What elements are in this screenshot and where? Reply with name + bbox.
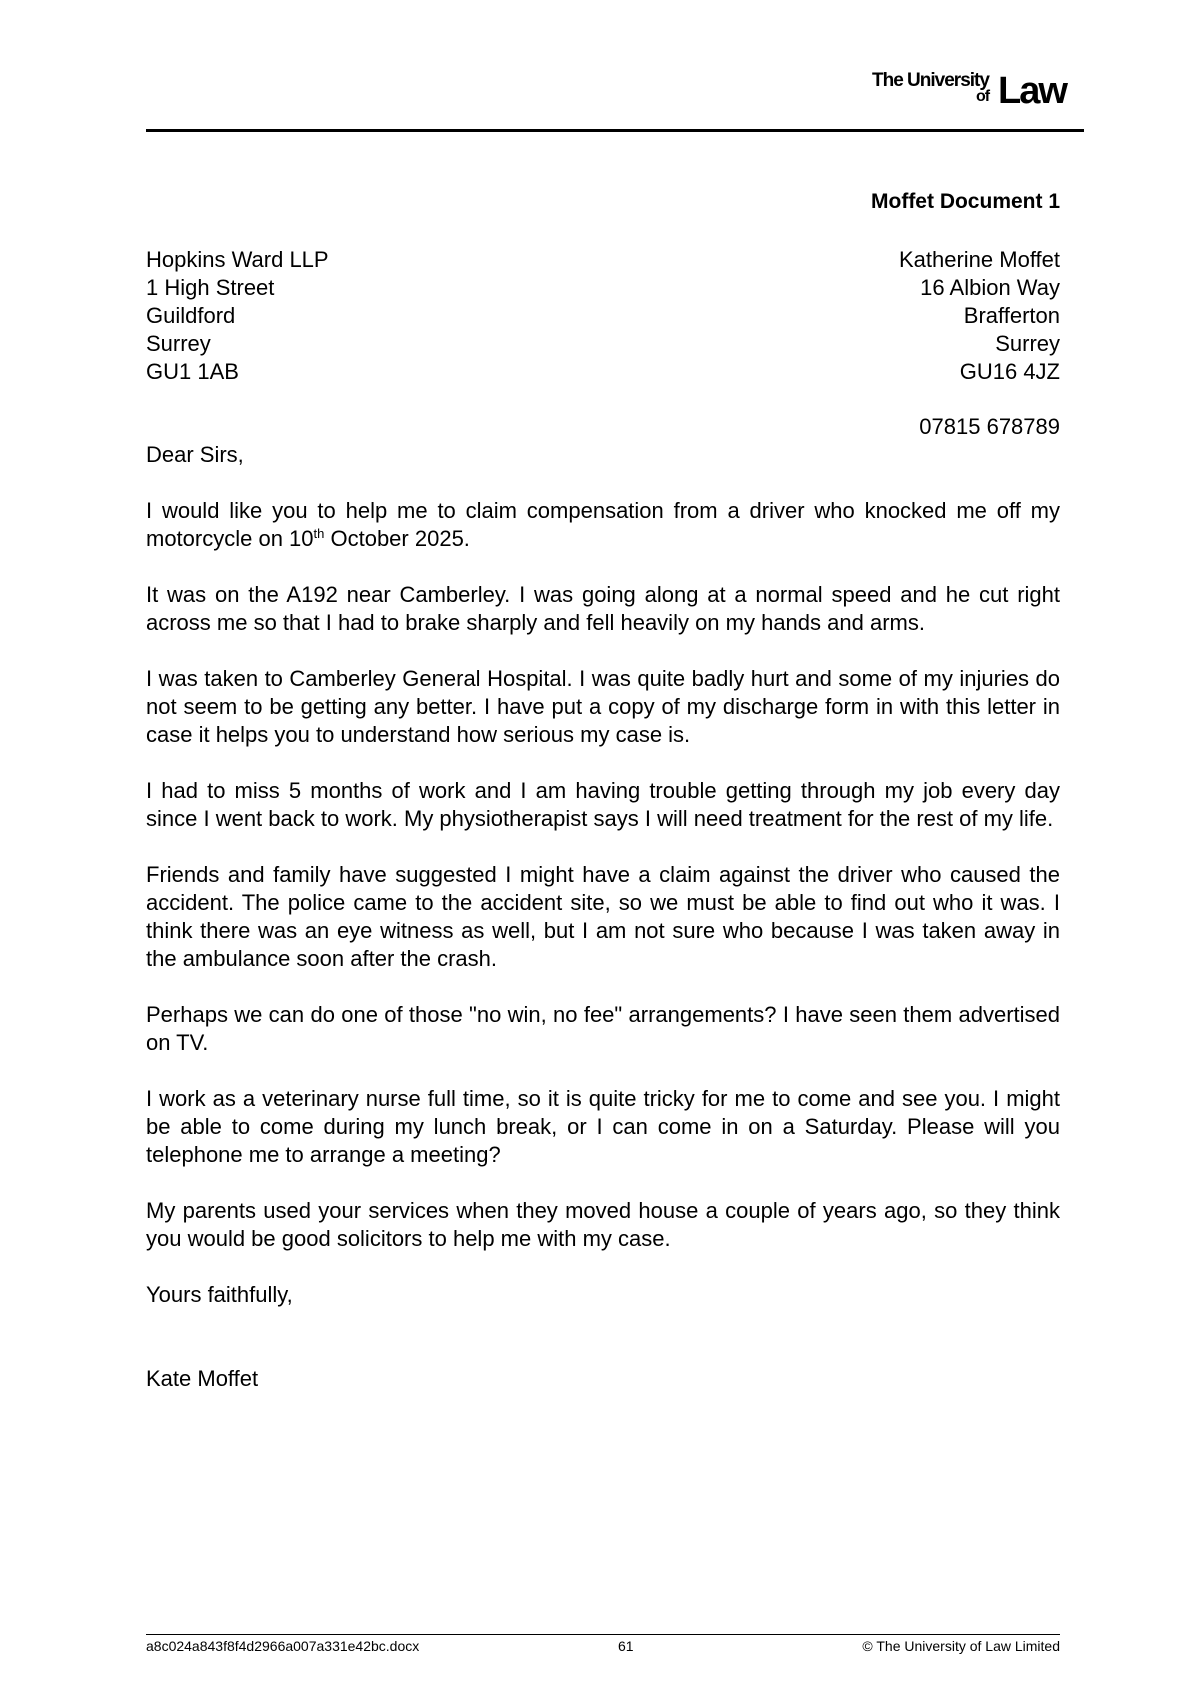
recipient-postcode: GU1 1AB [146,359,239,384]
paragraph-5: Friends and family have suggested I might have a claim against the driver who caused the accident. The police came to the accident site, so we must be able to find out who it was. I think there was an eye witness as well, but I am not sure who because I was taken away in the ambulance soon after the crash. [146,862,1060,971]
salutation: Dear Sirs, [146,442,244,467]
paragraph-8: My parents used your services when they moved house a couple of years ago, so they think you would be good solicitors to help me with my case. [146,1198,1060,1251]
paragraph-1-text: I would like you to help me to claim compensation from a driver who knocked me off my motorcycle on 10 [146,498,1060,551]
footer-copyright: © The University of Law Limited [862,1638,1060,1654]
logo-line-1: The University [872,70,989,91]
recipient-name: Hopkins Ward LLP [146,247,329,272]
logo-of: of [976,88,990,105]
university-logo [872,66,1072,114]
paragraph-3: I was taken to Camberley General Hospital. I was quite badly hurt and some of my injuries do not seem to be getting any better. I have put a copy of my discharge form in with this letter in case it helps you to understand how serious my case is. [146,666,1060,747]
recipient-town: Guildford [146,303,236,328]
sender-town: Brafferton [963,303,1060,328]
logo-law: Law [998,70,1066,112]
closing: Yours faithfully, [146,1282,293,1307]
paragraph-7: I work as a veterinary nurse full time, so it is quite tricky for me to come and see you. I might be able to come during my lunch break, or I can come in on a Saturday. Please will you telephone me to arrange a meeting? [146,1086,1060,1167]
sender-postcode: GU16 4JZ [959,359,1060,384]
footer-rule [146,1634,1060,1635]
footer-page-number: 61 [618,1638,634,1654]
document-title: Moffet Document 1 [871,190,1060,213]
footer-filename: a8c024a843f8f4d2966a007a331e42bc.docx [146,1638,420,1654]
ordinal-suffix: th [313,526,325,541]
sender-county: Surrey [995,331,1060,356]
recipient-county: Surrey [146,331,211,356]
recipient-address [146,246,329,386]
paragraph-1-end: October 2025. [324,526,470,551]
header-rule [146,129,1084,132]
sender-phone: 07815 678789 [919,414,1060,439]
sender-address [899,246,1060,386]
paragraph-6: Perhaps we can do one of those "no win, no fee" arrangements? I have seen them advertised on TV. [146,1002,1060,1055]
signature: Kate Moffet [146,1366,259,1391]
paragraph-4: I had to miss 5 months of work and I am having trouble getting through my job every day since I went back to work. My physiotherapist says I will need treatment for the rest of my life. [146,778,1060,831]
letter-body [146,441,1060,1421]
recipient-street: 1 High Street [146,275,275,300]
paragraph-1 [146,497,1060,553]
sender-name: Katherine Moffet [898,247,1060,272]
sender-street: 16 Albion Way [920,275,1060,300]
paragraph-2: It was on the A192 near Camberley. I was going along at a normal speed and he cut right across me so that I had to brake sharply and fell heavily on my hands and arms. [146,582,1060,635]
